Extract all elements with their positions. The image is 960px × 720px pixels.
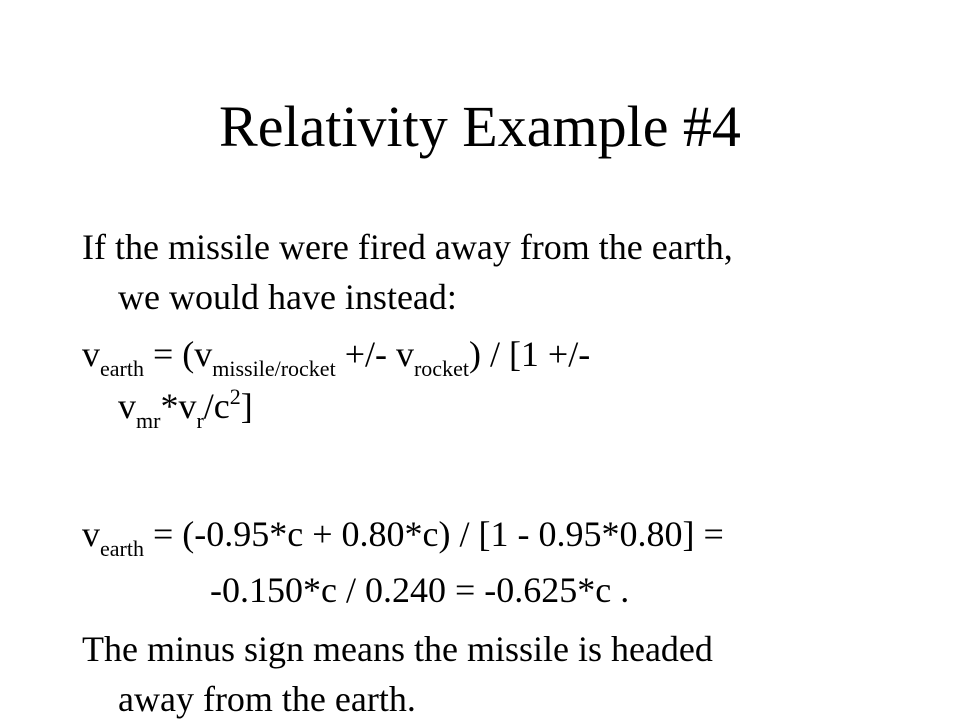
formula-close-div: ) / [1 +/-: [468, 334, 591, 374]
formula-eq-open: = (v: [143, 334, 213, 374]
conclusion-line-2: away from the earth.: [118, 679, 416, 719]
formula-close-bracket: ]: [240, 386, 253, 426]
formula-squared-superscript: 2: [229, 384, 241, 409]
intro-line-2: we would have instead:: [118, 277, 457, 317]
formula-v-mr: v: [118, 386, 136, 426]
formula-rocket-subscript: rocket: [413, 356, 469, 381]
formula-mr-subscript: mr: [136, 408, 161, 433]
formula-star-v: *v: [160, 386, 197, 426]
formula-missile-rocket-subscript: missile/rocket: [212, 356, 336, 381]
formula-plus-minus-v: +/- v: [335, 334, 414, 374]
calc-line-1: [82, 512, 724, 561]
conclusion-line-1: The minus sign means the missile is headed: [82, 629, 713, 669]
formula-v: v: [82, 334, 100, 374]
calc-rest: = (-0.95*c + 0.80*c) / [1 - 0.95*0.80] =: [143, 514, 724, 554]
formula-r-subscript: r: [196, 408, 204, 433]
calc-result-line: -0.150*c / 0.240 = -0.625*c .: [210, 570, 630, 610]
calc-earth-subscript: earth: [100, 536, 144, 561]
slide-title: Relativity Example #4: [219, 94, 741, 159]
formula-earth-subscript: earth: [100, 356, 144, 381]
calc-v: v: [82, 514, 100, 554]
intro-line-1: If the missile were fired away from the earth,: [82, 227, 733, 267]
formula-over-c: /c: [203, 386, 230, 426]
formula-line-2: [118, 384, 253, 433]
formula-line-1: [82, 332, 591, 381]
